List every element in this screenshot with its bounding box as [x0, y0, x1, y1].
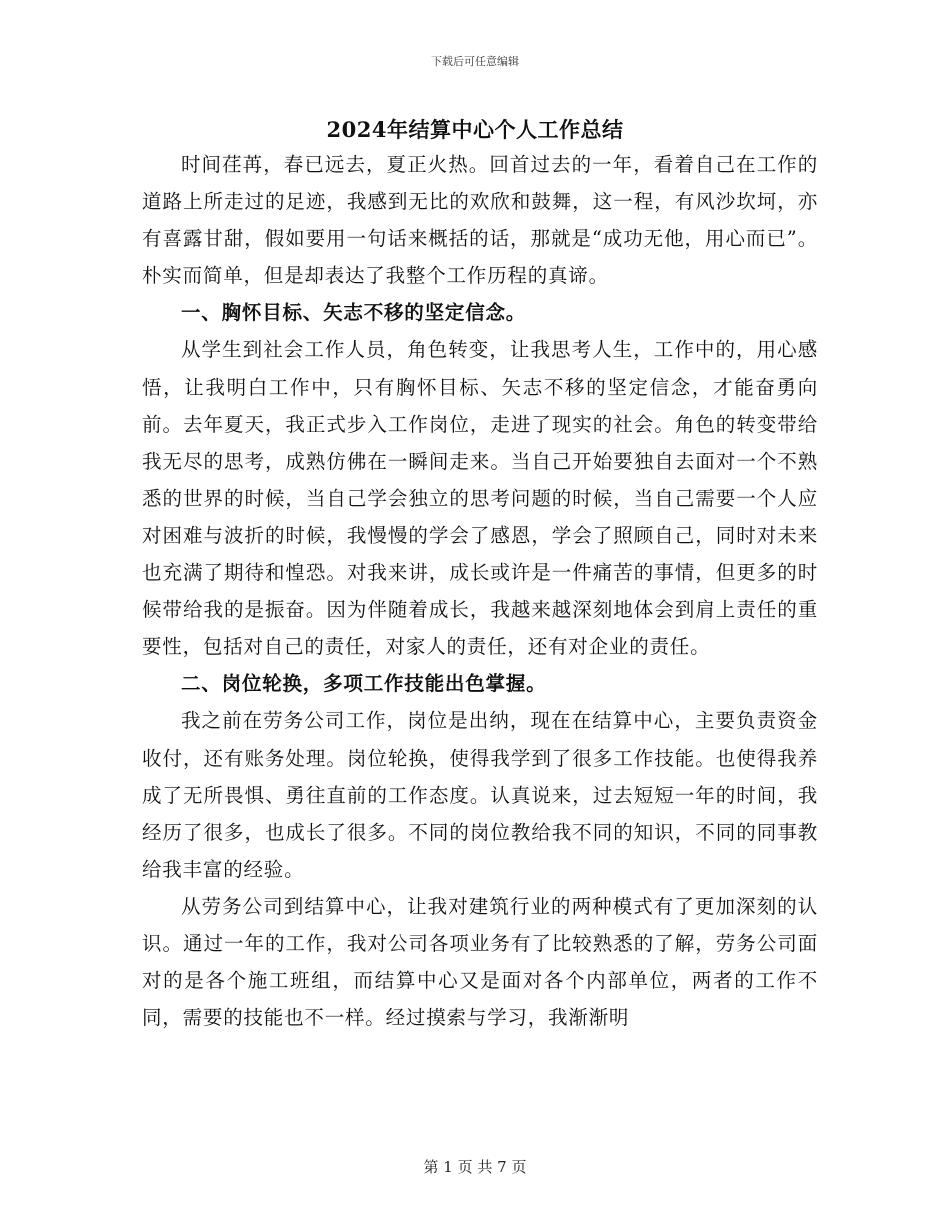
- header-note: 下载后可任意编辑: [431, 55, 519, 68]
- document-title: 2024年结算中心个人工作总结: [326, 117, 624, 142]
- intro-paragraph: 时间荏苒，春已远去，夏正火热。回首过去的一年，看着自己在工作的道路上所走过的足迹，我感到无比的欢欣和鼓舞，这一程，有风沙坎坷，亦有喜露甘甜，假如要用一句话来概括的话，那就是“成功无他，用心而已”。朴实而简单，但是却表达了我整个工作历程的真谛。: [142, 153, 818, 288]
- section1-paragraph: 从学生到社会工作人员，角色转变，让我思考人生，工作中的，用心感悟，让我明白工作中，只有胸怀目标、矢志不移的坚定信念，才能奋勇向前。去年夏天，我正式步入工作岗位，走进了现实的社会。角色的转变带给我无尽的思考，成熟仿佛在一瞬间走来。当自己开始要独自去面对一个不熟悉的世界的时候，当自己学会独立的思考问题的时候，当自己需要一个人应对困难与波折的时候，我慢慢的学会了感恩，学会了照顾自己，同时对未来也充满了期待和惶恐。对我来讲，成长或许是一件痛苦的事情，但更多的时候带给我的是振奋。因为伴随着成长，我越来越深刻地体会到肩上责任的重要性，包括对自己的责任，对家人的责任，还有对企业的责任。: [142, 338, 818, 659]
- section2-paragraph-1: 我之前在劳务公司工作，岗位是出纳，现在在结算中心，主要负责资金收付，还有账务处理。岗位轮换，使得我学到了很多工作技能。也使得我养成了无所畏惧、勇往直前的工作态度。认真说来，过去短短一年的时间，我经历了很多，也成长了很多。不同的岗位教给我不同的知识，不同的同事教给我丰富的经验。: [142, 709, 818, 881]
- section2-paragraph-2: 从劳务公司到结算中心，让我对建筑行业的两种模式有了更加深刻的认识。通过一年的工作，我对公司各项业务有了比较熟悉的了解，劳务公司面对的是各个施工班组，而结算中心又是面对各个内部单位，两者的工作不同，需要的技能也不一样。经过摸索与学习，我渐渐明: [142, 894, 818, 1030]
- document-body: [142, 146, 818, 1036]
- section-heading-2: 二、岗位轮换，多项工作技能出色掌握。: [181, 672, 547, 696]
- section-heading-1: 一、胸怀目标、矢志不移的坚定信念。: [181, 301, 527, 325]
- page-footer: 第 1 页 共 7 页: [423, 1158, 527, 1176]
